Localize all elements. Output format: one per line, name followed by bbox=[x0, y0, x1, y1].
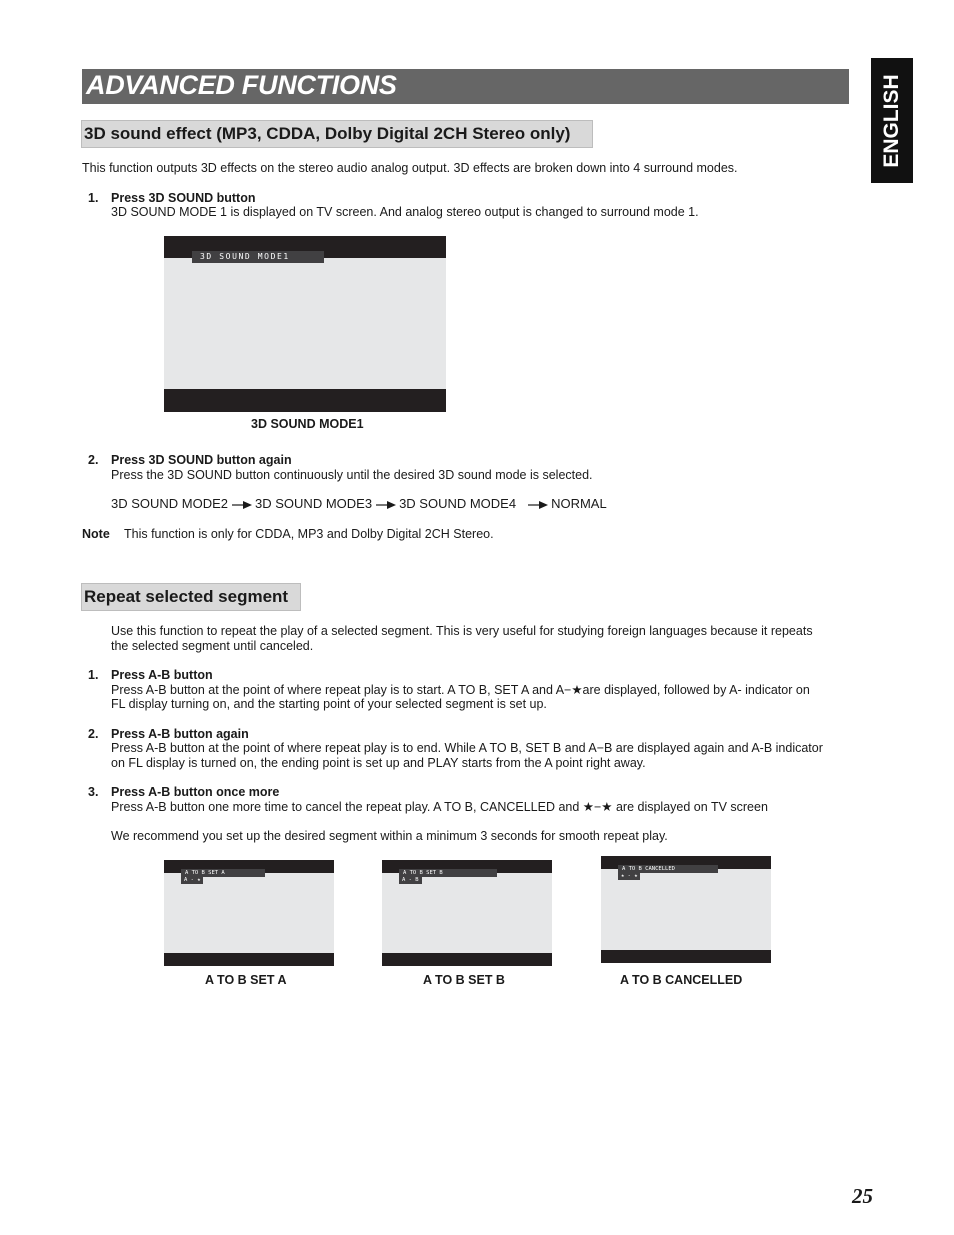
osd-line: ★ - ★ bbox=[618, 873, 640, 880]
intro-line: Use this function to repeat the play of a selected segment. This is very useful for studying foreign languages because it repeats bbox=[111, 624, 813, 638]
step-title: Press A-B button once more bbox=[111, 785, 280, 799]
mode-sequence bbox=[111, 497, 607, 512]
osd-label: 3D SOUND MODE1 bbox=[192, 251, 324, 263]
screen-bottom-bar bbox=[164, 389, 446, 412]
osd-line: A TO B SET A bbox=[181, 869, 265, 877]
intro-line: the selected segment until canceled. bbox=[111, 639, 314, 653]
osd-line: A TO B CANCELLED bbox=[618, 865, 718, 873]
step-title: Press 3D SOUND button bbox=[111, 191, 256, 205]
step-number: 1. bbox=[88, 191, 99, 205]
arrow-right-icon bbox=[376, 501, 396, 509]
page-title-bar bbox=[82, 69, 849, 104]
osd-line: A - B bbox=[399, 877, 422, 884]
tv-screen-set-a bbox=[164, 860, 334, 966]
sequence-item: 3D SOUND MODE2 bbox=[111, 496, 229, 511]
step-body: Press the 3D SOUND button continuously until the desired 3D sound mode is selected. bbox=[111, 468, 593, 482]
step-number: 2. bbox=[88, 453, 99, 467]
section-heading-3d-sound bbox=[81, 120, 593, 148]
tv-screen-3d-sound bbox=[164, 236, 446, 412]
step-number: 1. bbox=[88, 668, 99, 682]
language-tab-label: ENGLISH bbox=[880, 73, 903, 168]
step-body-line: Press A-B button one more time to cancel the repeat play. A TO B, CANCELLED and ★−★ are displayed on TV screen bbox=[111, 800, 768, 814]
step-body-line: Press A-B button at the point of where repeat play is to end. While A TO B, SET B and A−B are displayed again and A-B indicator bbox=[111, 741, 823, 755]
intro-paragraph: This function outputs 3D effects on the stereo audio analog output. 3D effects are broken down into 4 surround modes. bbox=[82, 161, 738, 175]
recommendation-text: We recommend you set up the desired segment within a minimum 3 seconds for smooth repeat play. bbox=[111, 829, 668, 843]
step-body-line: Press A-B button at the point of where repeat play is to start. A TO B, SET A and A−★are displayed, followed by A- indicator on bbox=[111, 683, 810, 697]
section-heading-text: Repeat selected segment bbox=[84, 587, 289, 606]
screen-caption: A TO B SET B bbox=[423, 973, 505, 987]
section-heading-repeat bbox=[81, 583, 301, 611]
language-tab bbox=[871, 58, 913, 183]
arrow-right-icon bbox=[528, 501, 548, 509]
step-title: Press 3D SOUND button again bbox=[111, 453, 292, 467]
step-body: 3D SOUND MODE 1 is displayed on TV screen. And analog stereo output is changed to surround mode 1. bbox=[111, 205, 699, 219]
section-heading-text: 3D sound effect (MP3, CDDA, Dolby Digital 2CH Stereo only) bbox=[84, 124, 571, 143]
step-number: 3. bbox=[88, 785, 99, 799]
tv-screen-cancelled bbox=[601, 856, 771, 963]
tv-screen-set-b bbox=[382, 860, 552, 966]
screen-caption: A TO B CANCELLED bbox=[620, 973, 743, 987]
step-title: Press A-B button bbox=[111, 668, 213, 682]
note-label: Note bbox=[82, 527, 110, 541]
step-number: 2. bbox=[88, 727, 99, 741]
step-body-line: on FL display is turned on, the ending point is set up and PLAY starts from the A point right away. bbox=[111, 756, 646, 770]
screen-caption: 3D SOUND MODE1 bbox=[251, 417, 364, 431]
osd-line: A - ★ bbox=[181, 877, 203, 884]
screen-bottom-bar bbox=[382, 953, 552, 966]
screen-bottom-bar bbox=[601, 950, 771, 963]
sequence-item: 3D SOUND MODE3 bbox=[255, 496, 373, 511]
arrow-right-icon bbox=[232, 501, 252, 509]
note-text: This function is only for CDDA, MP3 and Dolby Digital 2CH Stereo. bbox=[124, 527, 494, 541]
page-title: ADVANCED FUNCTIONS bbox=[86, 70, 397, 100]
step-body-line: FL display turning on, and the starting point of your selected segment is set up. bbox=[111, 697, 547, 711]
step-title: Press A-B button again bbox=[111, 727, 249, 741]
screen-bottom-bar bbox=[164, 953, 334, 966]
screen-caption: A TO B SET A bbox=[205, 973, 287, 987]
sequence-item: NORMAL bbox=[551, 496, 607, 511]
osd-line: A TO B SET B bbox=[399, 869, 497, 877]
page-number: 25 bbox=[852, 1184, 873, 1208]
sequence-item: 3D SOUND MODE4 bbox=[399, 496, 517, 511]
